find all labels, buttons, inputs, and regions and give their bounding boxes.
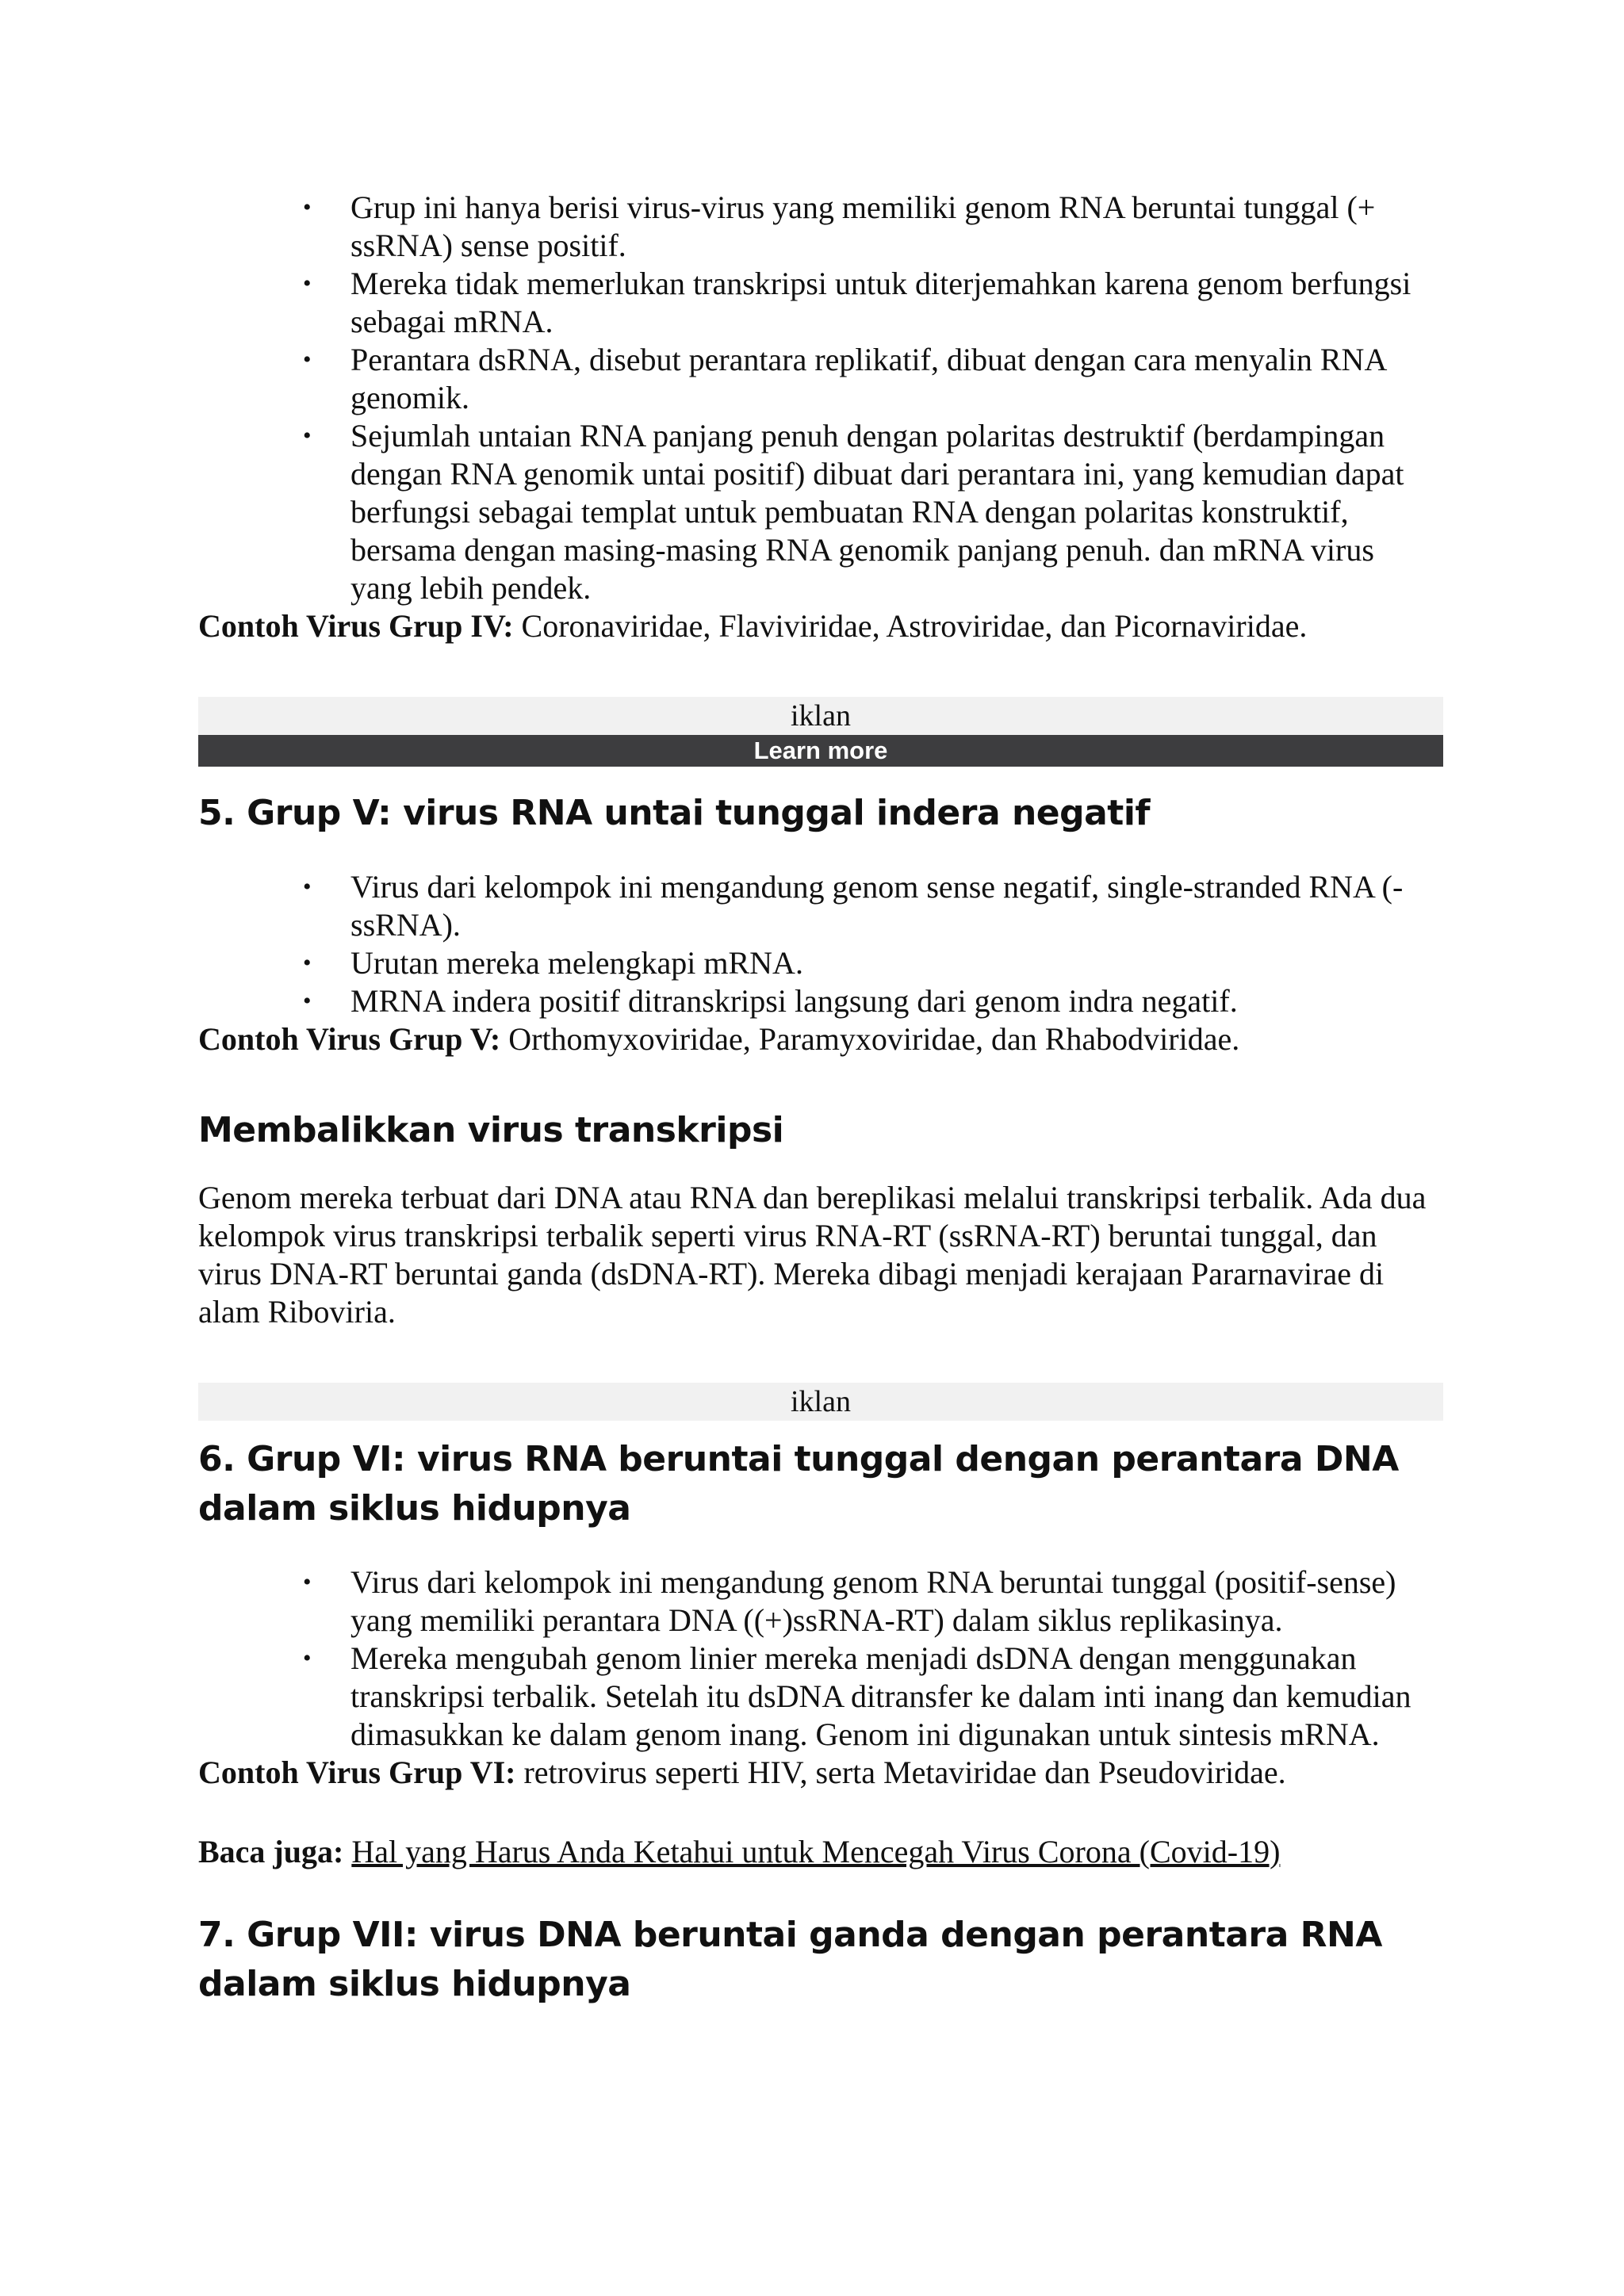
bullet-icon: • bbox=[303, 423, 312, 449]
ad-label: iklan bbox=[791, 1385, 851, 1418]
reverse-transcription-heading: Membalikkan virus transkripsi bbox=[198, 1110, 784, 1150]
group6-heading: 6. Grup VI: virus RNA beruntai tunggal dengan perantara DNA dalam siklus hidupnya bbox=[198, 1439, 1399, 1529]
list-item: • Sejumlah untaian RNA panjang penuh dengan polaritas destruktif (berdampingan dengan RNA genomik untai positif) dibuat dari perantara ini, yang kemudian dapat berfungsi sebagai templat untuk pembuatan RNA dengan polaritas konstruktif, bersama dengan masing-masing RNA genomik panjang penuh. dan mRNA virus yang lebih pendek. bbox=[303, 418, 1404, 606]
article-body bbox=[198, 189, 1443, 2009]
bullet-icon: • bbox=[303, 1569, 312, 1595]
ad-learn-more-button[interactable]: Learn more bbox=[198, 735, 1443, 767]
group5-example: Contoh Virus Grup V: Orthomyxoviridae, Paramyxoviridae, dan Rhabodviridae. bbox=[198, 1021, 1240, 1057]
ad-banner bbox=[198, 697, 1443, 735]
list-item: • Mereka tidak memerlukan transkripsi untuk diterjemahkan karena genom berfungsi sebagai mRNA. bbox=[303, 266, 1411, 339]
bullet-icon: • bbox=[303, 194, 312, 220]
bullet-icon: • bbox=[303, 950, 312, 976]
read-also-label: Baca juga: bbox=[198, 1834, 344, 1869]
group4-example: Contoh Virus Grup IV: Coronaviridae, Flaviviridae, Astroviridae, dan Picornaviridae. bbox=[198, 608, 1308, 644]
group5-bullet-list bbox=[198, 868, 1443, 1020]
read-also bbox=[198, 1833, 1443, 1871]
bullet-icon: • bbox=[303, 1645, 312, 1671]
group6-example: Contoh Virus Grup VI: retrovirus seperti HIV, serta Metaviridae dan Pseudoviridae. bbox=[198, 1755, 1286, 1790]
list-item: • Virus dari kelompok ini mengandung genom sense negatif, single-stranded RNA (-ssRNA). bbox=[303, 869, 1404, 943]
group6-bullet-list bbox=[198, 1563, 1443, 1754]
list-item: • MRNA indera positif ditranskripsi langsung dari genom indra negatif. bbox=[303, 983, 1238, 1019]
list-item: • Mereka mengubah genom linier mereka menjadi dsDNA dengan menggunakan transkripsi terbalik. Setelah itu dsDNA ditransfer ke dalam inti inang dan kemudian dimasukkan ke dalam genom inang. Genom ini digunakan untuk sintesis mRNA. bbox=[303, 1640, 1411, 1752]
bullet-icon: • bbox=[303, 874, 312, 900]
ad-label: iklan bbox=[791, 699, 851, 733]
list-item: • Perantara dsRNA, disebut perantara replikatif, dibuat dengan cara menyalin RNA genomik. bbox=[303, 342, 1386, 415]
bullet-icon: • bbox=[303, 270, 312, 297]
bullet-icon: • bbox=[303, 988, 312, 1014]
read-also-link[interactable]: Hal yang Harus Anda Ketahui untuk Mencegah Virus Corona (Covid-19) bbox=[351, 1834, 1281, 1869]
reverse-transcription-paragraph: Genom mereka terbuat dari DNA atau RNA dan bereplikasi melalui transkripsi terbalik. Ada dua kelompok virus transkripsi terbalik seperti virus RNA-RT (ssRNA-RT) beruntai tunggal, dan virus DNA-RT beruntai ganda (dsDNA-RT). Mereka dibagi menjadi kerajaan Pararnavirae di alam Riboviria. bbox=[198, 1180, 1427, 1330]
list-item: • Urutan mereka melengkapi mRNA. bbox=[303, 945, 803, 981]
ad-banner bbox=[198, 1383, 1443, 1421]
group4-bullet-list bbox=[198, 189, 1443, 607]
list-item: • Virus dari kelompok ini mengandung genom RNA beruntai tunggal (positif-sense) yang memiliki perantara DNA ((+)ssRNA-RT) dalam siklus replikasinya. bbox=[303, 1564, 1396, 1638]
bullet-icon: • bbox=[303, 346, 312, 373]
group5-heading: 5. Grup V: virus RNA untai tunggal indera negatif bbox=[198, 793, 1151, 833]
group7-heading: 7. Grup VII: virus DNA beruntai ganda dengan perantara RNA dalam siklus hidupnya bbox=[198, 1915, 1382, 2004]
list-item: • Grup ini hanya berisi virus-virus yang memiliki genom RNA beruntai tunggal (+ ssRNA) sense positif. bbox=[303, 189, 1376, 263]
